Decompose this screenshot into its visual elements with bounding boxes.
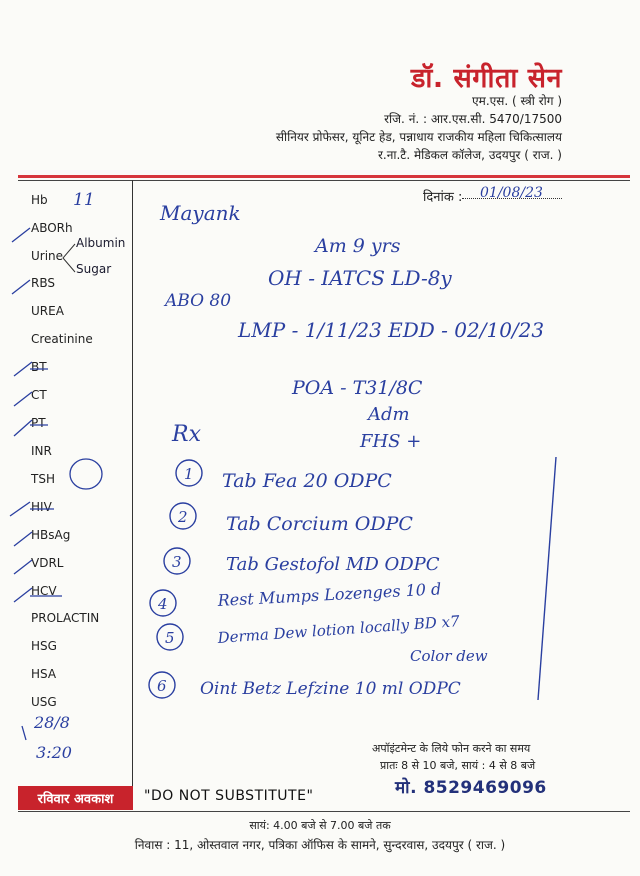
appointment-heading: अपॉइंटमेन्ट के लिये फोन करने का समय — [372, 742, 531, 755]
blood-pressure: ABO 80 — [165, 291, 232, 311]
test-hiv: HIV — [31, 500, 52, 514]
test-urine-albumin: Albumin — [76, 236, 126, 250]
test-hbsag: HBsAg — [31, 528, 71, 542]
doctor-title: सीनियर प्रोफेसर, यूनिट हेड, पन्नाधाय राजकीय महिला चिकित्सालय — [275, 130, 562, 144]
test-rbs: RBS — [31, 276, 55, 290]
test-tsh: TSH — [31, 472, 55, 486]
fhs-note: FHS + — [360, 431, 422, 452]
test-prolactin: PROLACTIN — [31, 611, 100, 625]
phone-number: मो. 8529469096 — [395, 778, 547, 798]
test-urea: UREA — [31, 304, 64, 318]
college-name: र.ना.टै. मेडिकल कॉलेज, उदयपुर ( राज. ) — [377, 148, 562, 162]
test-hsg: HSG — [31, 639, 57, 653]
rx-4-num: 4 — [158, 595, 168, 613]
test-usg: USG — [31, 695, 57, 709]
color-dew-note: Color dew — [410, 647, 488, 665]
lmp-edd: LMP - 1/11/23 EDD - 02/10/23 — [238, 318, 545, 342]
test-tick-marks — [10, 228, 102, 740]
rx-6-text: Oint Betz Lefzine 10 ml ODPC — [200, 679, 461, 699]
rx-4-text: Rest Mumps Lozenges 10 d — [217, 579, 442, 610]
hb-value: 11 — [73, 190, 95, 210]
test-hcv: HCV — [31, 584, 57, 598]
doctor-name: डॉ. संगीता सेन — [410, 63, 562, 94]
test-bt: BT — [31, 360, 47, 374]
test-aborh: ABORh — [31, 221, 73, 235]
rx-number-circles — [149, 457, 556, 700]
footer-divider — [18, 811, 630, 812]
test-hb: Hb — [31, 193, 48, 207]
rx-symbol: Rx — [172, 422, 201, 447]
rx-5-text: Derma Dew lotion locally BD x7 — [217, 612, 461, 647]
test-creatinine: Creatinine — [31, 332, 93, 346]
patient-age: Am 9 yrs — [315, 235, 401, 257]
rx-2-text: Tab Corcium ODPC — [226, 513, 413, 535]
rx-1-num: 1 — [184, 465, 194, 483]
patient-name: Mayank — [160, 201, 241, 225]
rx-6-num: 6 — [157, 677, 167, 695]
rx-2-num: 2 — [178, 508, 188, 526]
test-vdrl: VDRL — [31, 556, 64, 570]
registration-number: रजि. नं. : आर.एस.सी. 5470/17500 — [384, 112, 562, 126]
date-value: 01/08/23 — [480, 185, 543, 201]
test-urine-sugar: Sugar — [76, 262, 112, 276]
test-hsa: HSA — [31, 667, 57, 681]
rx-1-text: Tab Fea 20 ODPC — [222, 470, 392, 492]
residence-address: निवास : 11, ओस्तवाल नगर, पत्रिका ऑफिस के सामने, सुन्दरवास, उदयपुर ( राज. ) — [134, 838, 506, 852]
do-not-substitute: "DO NOT SUBSTITUTE" — [144, 788, 314, 804]
evening-hours: सायं: 4.00 बजे से 7.00 बजे तक — [249, 819, 391, 832]
test-inr: INR — [31, 444, 52, 458]
sunday-holiday-badge: रविवार अवकाश — [18, 786, 133, 810]
appointment-hours: प्रातः 8 से 10 बजे, सायं : 4 से 8 बजे — [380, 759, 536, 772]
date-label: दिनांक : — [423, 190, 463, 205]
test-ct: CT — [31, 388, 47, 402]
test-pt: PT — [31, 416, 46, 430]
period-of-amenorrhea: POA - T31/8C — [292, 377, 423, 399]
usg-note-time: 3:20 — [36, 743, 72, 762]
rx-3-text: Tab Gestofol MD ODPC — [226, 554, 440, 575]
test-urine: Urine — [31, 249, 64, 263]
usg-note-date: 28/8 — [34, 713, 70, 732]
obstetric-history: OH - IATCS LD-8y — [268, 266, 452, 290]
rx-5-num: 5 — [165, 629, 175, 647]
rx-3-num: 3 — [172, 553, 182, 571]
doctor-degree: एम.एस. ( स्त्री रोग ) — [472, 94, 562, 108]
adm-note: Adm — [368, 404, 410, 425]
